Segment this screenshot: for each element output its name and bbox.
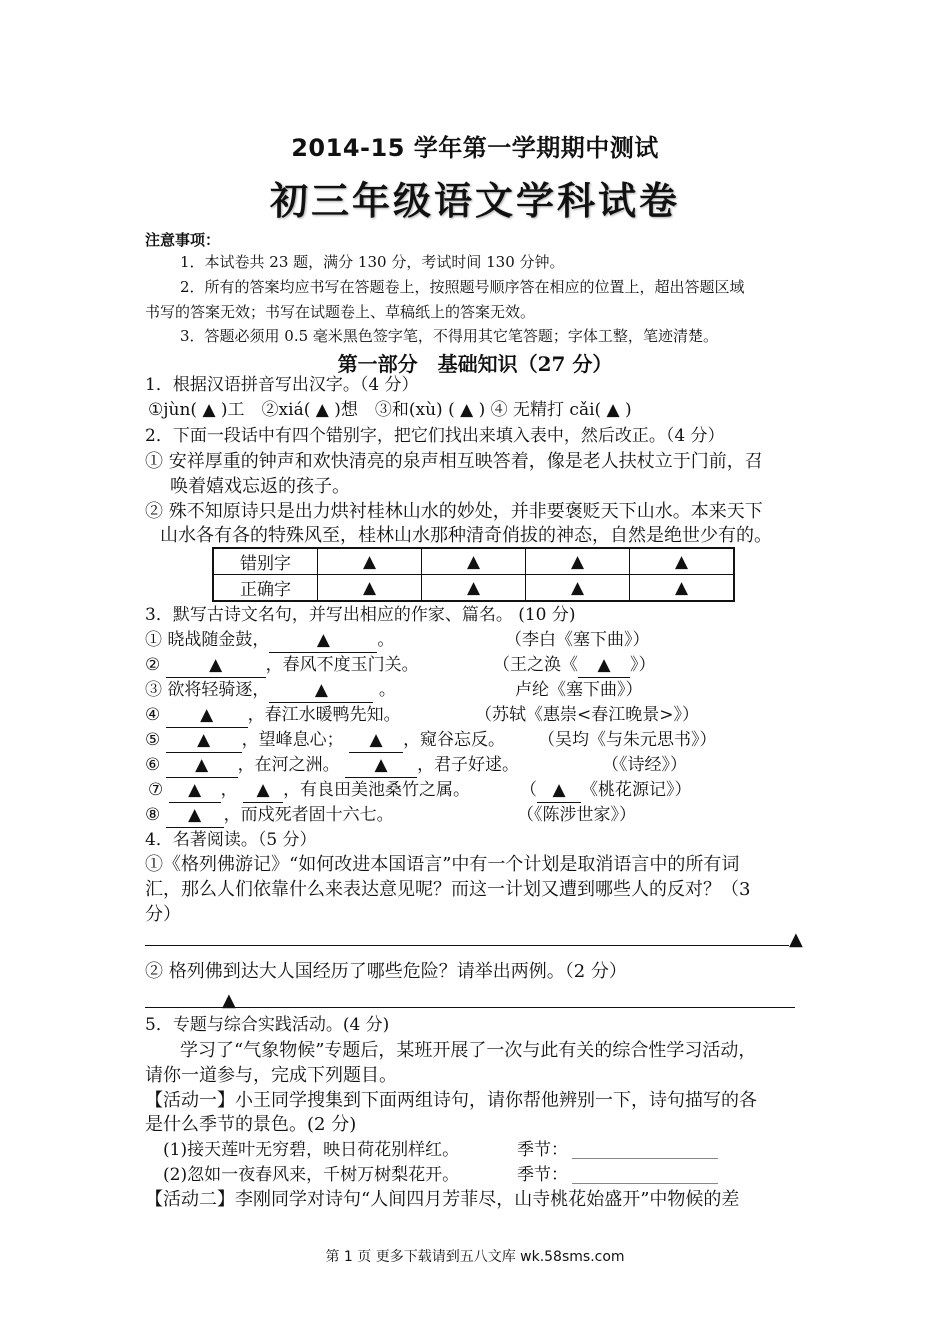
q4-sub1-line2: 汇，那么人们依靠什么来表达意见呢？而这一计划又遭到哪些人的反对？（3 [145, 879, 751, 900]
q1-stem: 1．根据汉语拼音写出汉字。（4 分） [145, 375, 419, 395]
q3-source-6: （《诗经》） [602, 755, 687, 775]
q4-sub2: ② 格列佛到达大人国经历了哪些危险？请举出两例。（2 分） [145, 961, 627, 982]
answer-cell[interactable]: ▲ [630, 575, 735, 602]
q3-stem: 3．默写古诗文名句，并写出相应的作家、篇名。 (10 分) [145, 605, 576, 625]
answer-blank[interactable]: ▲ [537, 778, 581, 803]
exam-subtitle: 2014-15 学年第一学期期中测试 [291, 134, 659, 162]
answer-blank[interactable]: ▲ [345, 753, 417, 778]
season-label: 季节： [517, 1140, 568, 1160]
page-footer: 第 1 页 更多下载请到五八文库 wk.58sms.com [325, 1249, 625, 1265]
q3-line-6: ⑥ ▲ ，在河之洲。 ▲ ，君子好逑。 [145, 753, 519, 778]
q5-intro-line1: 学习了“气象物候”专题后，某班开展了一次与此有关的综合性学习活动， [180, 1040, 757, 1061]
note-item: 3．答题必须用 0.5 毫米黑色签字笔，不得用其它笔答题；字体工整，笔迹清楚。 [180, 327, 718, 345]
part-heading: 第一部分 基础知识（27 分） [337, 352, 613, 376]
exam-title: 初三年级语文学科试卷 [269, 179, 680, 223]
note-item: 1．本试卷共 23 题，满分 130 分，考试时间 130 分钟。 [180, 253, 565, 271]
q3-source-2: （王之涣《 ▲ 》） [493, 653, 656, 678]
q3-line-1: ① 晓战随金鼓， ▲ 。 [145, 628, 394, 653]
q3-line-5: ⑤ ▲ ，望峰息心； ▲ ，窥谷忘反。 [145, 728, 505, 753]
q2-stem: 2．下面一段话中有四个错别字，把它们找出来填入表中，然后改正。（4 分） [145, 426, 725, 446]
answer-blank[interactable]: ▲ [166, 753, 238, 778]
q3-source-5: （吴均《与朱元思书》） [538, 730, 717, 750]
q2-para1-line1: ① 安祥厚重的钟声和欢快清亮的泉声相互映答着，像是老人扶杖立于门前，召 [145, 451, 763, 472]
season-answer-line[interactable] [572, 1158, 718, 1159]
answer-cell[interactable]: ▲ [526, 548, 630, 575]
notes-heading: 注意事项： [145, 231, 221, 249]
note-item: 书写的答案无效；书写在试题卷上、草稿纸上的答案无效。 [145, 303, 536, 321]
answer-blank[interactable]: ▲ [349, 728, 403, 753]
table-row [213, 548, 734, 575]
q3-source-8: （《陈涉世家》） [517, 805, 636, 825]
q2-para1-line2: 唤着嬉戏忘返的孩子。 [170, 476, 350, 497]
answer-blank[interactable]: ▲ [166, 728, 242, 753]
correction-table [212, 547, 735, 602]
season-label: 季节： [517, 1165, 568, 1185]
q3-source-3: 卢纶《塞下曲》） [515, 680, 643, 700]
answer-cell[interactable]: ▲ [422, 575, 526, 602]
answer-mark: ▲ [789, 929, 803, 950]
q4-sub1-line1: ①《格列佛游记》“如何改进本国语言”中有一个计划是取消语言中的所有词 [145, 854, 740, 875]
answer-cell[interactable]: ▲ [318, 575, 422, 602]
answer-line[interactable] [145, 945, 789, 946]
q2-para2-line2: 山水各有各的特殊风至，桂林山水那种清奇俏拔的神态，自然是绝世少有的。 [160, 525, 772, 546]
q3-source-4: （苏轼《惠崇<春江晚景>》） [475, 705, 699, 725]
q5-intro-line2: 请你一道参与，完成下列题目。 [145, 1065, 397, 1086]
answer-blank[interactable]: ▲ [269, 678, 373, 703]
answer-blank[interactable]: ▲ [269, 628, 377, 653]
answer-line[interactable] [145, 1007, 795, 1008]
answer-cell[interactable]: ▲ [318, 548, 422, 575]
q3-source-1: （李白《塞下曲》） [505, 630, 650, 650]
q3-line-4: ④ ▲ ，春江水暖鸭先知。 [145, 703, 401, 728]
answer-blank[interactable]: ▲ [578, 653, 630, 678]
answer-cell[interactable]: ▲ [630, 548, 735, 575]
q1-items: ①jùn( ▲ )工 ②xiá( ▲ )想 ③和(xù) ( ▲ ) ④ 无精打 cǎi( ▲ ) [148, 400, 632, 420]
q3-line-2: ② ▲ ，春风不度玉门关。 [145, 653, 419, 678]
q5-act1-line1: 【活动一】小王同学搜集到下面两组诗句，请你帮他辨别一下，诗句描写的各 [145, 1090, 757, 1111]
q5-stem: 5．专题与综合实践活动。(4 分) [145, 1015, 390, 1035]
q4-stem: 4．名著阅读。（5 分） [145, 830, 317, 850]
q3-line-3: ③ 欲将轻骑逐， ▲ 。 [145, 678, 396, 703]
answer-blank[interactable]: ▲ [169, 778, 221, 803]
q5-act2-line1: 【活动二】李刚同学对诗句“人间四月芳菲尽，山寺桃花始盛开”中物候的差 [145, 1189, 740, 1210]
season-answer-line[interactable] [572, 1183, 718, 1184]
q4-sub1-line3: 分） [145, 904, 181, 925]
answer-cell[interactable]: ▲ [526, 575, 630, 602]
table-row [213, 575, 734, 602]
answer-blank[interactable]: ▲ [166, 703, 248, 728]
answer-mark: ▲ [222, 990, 236, 1011]
answer-blank[interactable]: ▲ [166, 653, 266, 678]
answer-blank[interactable]: ▲ [243, 778, 283, 803]
q5-act1-item1: (1)接天莲叶无穷碧，映日荷花别样红。 [163, 1140, 460, 1160]
answer-blank[interactable]: ▲ [166, 803, 224, 828]
row-label-correct: 正确字 [213, 575, 318, 602]
answer-cell[interactable]: ▲ [422, 548, 526, 575]
q3-line-7: ⑦ ▲ ， ▲ ，有良田美池桑竹之属。 [148, 778, 470, 803]
q3-line-8: ⑧ ▲ ，而戍死者固十六七。 [145, 803, 394, 828]
q5-act1-line2: 是什么季节的景色。(2 分) [145, 1114, 357, 1135]
q3-source-7: （ ▲ 《桃花源记》） [520, 778, 692, 803]
q5-act1-item2: (2)忽如一夜春风来，千树万树梨花开。 [163, 1165, 460, 1185]
q2-para2-line1: ② 殊不知原诗只是出力烘衬桂林山水的妙处，并非要褒贬天下山水。本来天下 [145, 501, 763, 522]
row-label-wrong: 错别字 [213, 548, 318, 575]
note-item: 2．所有的答案均应书写在答题卷上，按照题号顺序答在相应的位置上，超出答题区域 [180, 278, 745, 296]
